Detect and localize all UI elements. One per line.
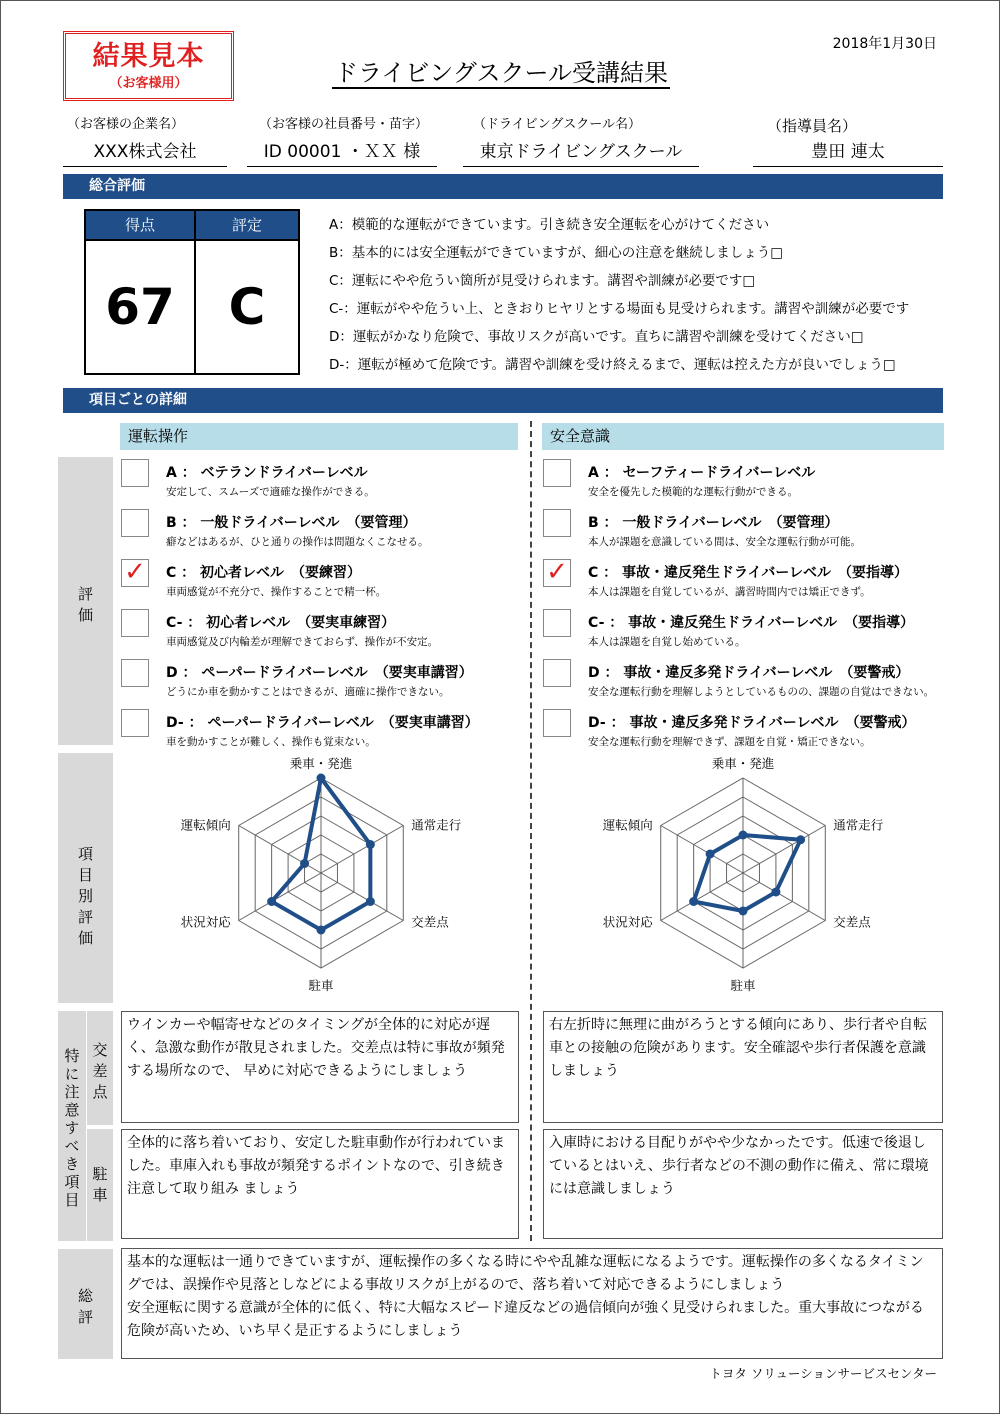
legend-c-minus: C-：運転がやや危うい上、ときおりヒヤリとする場面も見受けられます。講習や訓練が必要です [329, 301, 910, 317]
level-checkbox[interactable] [121, 609, 149, 637]
level-description: どうにか車を動かすことはできるが、適確に操作できない。 [166, 686, 450, 698]
level-description: 癖などはあるが、ひと通りの操作は問題なくこなせる。 [166, 536, 429, 548]
level-title: A ： ベテランドライバーレベル [166, 465, 368, 481]
radar-point [300, 859, 309, 868]
side-parking-text: 駐車 [90, 1166, 109, 1208]
grade-header: 評定 [196, 211, 298, 239]
report-date: 2018年1月30日 [832, 36, 937, 52]
level-description: 本人は課題を自覚しているが、講習時間内では矯正できず。 [588, 586, 871, 598]
footer-org: トヨタ ソリューションサービスセンター [709, 1366, 937, 1381]
level-title: A ： セーフティードライバーレベル [588, 465, 816, 481]
score-divider [194, 211, 196, 375]
radar-point [366, 840, 375, 849]
column-divider [530, 421, 532, 1241]
side-summary-text: 総評 [76, 1288, 94, 1330]
radar-axis-label: 交差点 [411, 914, 449, 930]
legend-d-minus: D-：運転が極めて危険です。講習や訓練を受け終えるまで、運転は控えた方が良いでしょう□ [329, 357, 896, 373]
level-checkbox[interactable] [121, 509, 149, 537]
employee-label: （お客様の社員番号・苗字） [259, 117, 429, 132]
level-description: 車両感覚が不充分で、操作することで精一杯。 [166, 586, 387, 598]
radar-axis-label: 運転傾向 [180, 817, 231, 833]
side-intersection-text: 交差点 [90, 1041, 109, 1105]
comment-safety-parking: 入庫時における目配りがやや少なかったです。低速で後退しているとはいえ、歩行者などの不測の動作に備え、常に環境には意識しましょう [543, 1129, 943, 1239]
level-title: D ： 事故・違反多発ドライバーレベル （要警戒） [588, 665, 910, 681]
instructor-value: 豊田 連太 [753, 139, 943, 167]
radar-point [796, 835, 805, 844]
legend-c: C：運転にやや危うい箇所が見受けられます。講習や訓練が必要です□ [329, 273, 756, 289]
radar-axis-label: 通常走行 [411, 817, 462, 833]
radar-chart-operation [120, 753, 520, 1003]
level-checkbox[interactable] [543, 459, 571, 487]
legend-d: D：運転がかなり危険で、事故リスクが高いです。直ちに講習や訓練を受けてください□ [329, 329, 864, 345]
radar-chart-safety [542, 753, 942, 1003]
level-checkbox[interactable] [543, 609, 571, 637]
radar-axis [743, 826, 825, 874]
score-value: 67 [105, 278, 175, 336]
col-header-operation: 運転操作 [120, 423, 518, 450]
radar-point [706, 850, 715, 859]
details-section-bar: 項目ごとの詳細 [63, 388, 943, 413]
level-checkbox[interactable] [543, 709, 571, 737]
comment-safety-intersection: 右左折時に無理に曲がろうとする傾向にあり、歩行者や自転車との接触の危険があります。安全確認や歩行者保護を意識しましょう [543, 1011, 943, 1123]
radar-axis-label: 駐車 [730, 978, 756, 993]
level-title: D ： ペーパードライバーレベル （要実車講習） [166, 665, 473, 681]
company-label: （お客様の企業名） [67, 117, 185, 132]
radar-point [689, 897, 698, 906]
level-title: C ： 初心者レベル （要練習） [166, 565, 362, 581]
level-title: D- ： 事故・違反多発ドライバーレベル （要警戒） [588, 715, 916, 731]
radar-point [739, 831, 748, 840]
radar-point [317, 774, 326, 783]
radar-axis-label: 通常走行 [833, 817, 884, 833]
side-attention-text: 特に注意すべき項目 [62, 1048, 81, 1210]
side-parking [87, 1129, 113, 1241]
school-label: （ドライビングスクール名） [473, 117, 641, 132]
employee-value: ID 00001 ・ＸＸ 様 [247, 139, 437, 167]
level-description: 本人は課題を自覚し始めている。 [588, 636, 746, 648]
level-title: B ： 一般ドライバーレベル （要管理） [166, 515, 417, 531]
level-checkbox[interactable] [543, 559, 571, 587]
radar-axis-label: 状況対応 [180, 914, 231, 930]
legend-b: B：基本的には安全運転ができていますが、細心の注意を継続しましょう□ [329, 245, 784, 261]
level-checkbox[interactable] [121, 459, 149, 487]
level-checkbox[interactable] [543, 659, 571, 687]
level-description: 安全な運転行動を理解できず、課題を自覚・矯正できない。 [588, 736, 871, 748]
level-description: 本人が課題を意識している間は、安全な運転行動が可能。 [588, 536, 861, 548]
score-header: 得点 [86, 211, 194, 239]
side-eval [58, 457, 113, 745]
level-title: C- ： 事故・違反発生ドライバーレベル （要指導） [588, 615, 915, 631]
grade-value: C [228, 278, 266, 336]
level-checkbox[interactable] [121, 659, 149, 687]
radar-point [366, 897, 375, 906]
side-intersection [87, 1011, 113, 1125]
radar-axis-label: 運転傾向 [602, 817, 653, 833]
side-item-eval-text: 項目別評価 [76, 845, 94, 951]
score-box [84, 209, 300, 375]
col-header-safety: 安全意識 [542, 423, 944, 450]
level-checkbox[interactable] [121, 709, 149, 737]
level-checkbox[interactable] [121, 559, 149, 587]
side-summary [58, 1249, 113, 1359]
stamp-main: 結果見本 [92, 41, 205, 72]
score-header-line [86, 239, 298, 241]
radar-axis [661, 826, 743, 874]
level-description: 安全を優先した模範的な運転行動ができる。 [588, 486, 798, 498]
level-title: C ： 事故・違反発生ドライバーレベル （要指導） [588, 565, 909, 581]
radar-axis-label: 交差点 [833, 914, 871, 930]
radar-axis-label: 駐車 [308, 978, 334, 993]
radar-axis [239, 873, 321, 921]
radar-axis-label: 乗車・発進 [711, 756, 775, 771]
level-description: 安全な運転行動を理解しようとしているものの、課題の自覚はできない。 [588, 686, 935, 698]
radar-axis-label: 乗車・発進 [289, 756, 353, 771]
company-value: XXX株式会社 [63, 139, 227, 167]
radar-point [771, 888, 780, 897]
radar-axis-label: 状況対応 [602, 914, 653, 930]
level-checkbox[interactable] [543, 509, 571, 537]
radar-point [267, 897, 276, 906]
radar-point [317, 926, 326, 935]
page-title-text: ドライビングスクール受講結果 [333, 59, 669, 87]
level-title: D- ： ペーパードライバーレベル （要実車講習） [166, 715, 479, 731]
instructor-label: （指導員名） [767, 117, 858, 135]
page-title [1, 53, 1000, 88]
level-title: C- ： 初心者レベル （要実車練習） [166, 615, 396, 631]
side-attention [58, 1011, 86, 1241]
stamp-sub: （お客様用） [109, 76, 188, 91]
comment-operation-parking: 全体的に落ち着いており、安定した駐車動作が行われていました。車庫入れも事故が頻発するポイントなので、引き続き注意して取り組み ましょう [121, 1129, 519, 1239]
comment-operation-intersection: ウインカーや幅寄せなどのタイミングが全体的に対応が遅く、急激な動作が散見されました。交差点は特に事故が頻発する場所なので、 早めに対応できるようにしましょう [121, 1011, 519, 1123]
check-mark-icon: ✓ [124, 557, 146, 587]
legend-a: A：模範的な運転ができています。引き続き安全運転を心がけてください [329, 217, 770, 233]
side-eval-text: 評価 [76, 586, 94, 628]
level-description: 車両感覚及び内輪差が理解できておらず、操作が不安定。 [166, 636, 439, 648]
check-mark-icon: ✓ [546, 557, 568, 587]
side-item-eval [58, 753, 113, 1003]
school-value: 東京ドライビングスクール [463, 139, 699, 167]
radar-point [739, 907, 748, 916]
level-description: 安定して、スムーズで適確な操作ができる。 [166, 486, 375, 498]
overall-section-bar: 総合評価 [63, 174, 943, 199]
radar-axis [743, 873, 825, 921]
level-description: 車を動かすことが難しく、操作も覚束ない。 [166, 736, 376, 748]
level-title: B ： 一般ドライバーレベル （要管理） [588, 515, 839, 531]
radar-axis [321, 873, 403, 921]
summary-comment: 基本的な運転は一通りできていますが、運転操作の多くなる時にやや乱雑な運転になるようです。運転操作の多くなるタイミングでは、誤操作や見落としなどによる事故リスクが上がるので、落ち着いて対応できるようにしましょう 安全運転に関する意識が全体的に低く、特に大幅なスピード違反などの過信傾向が強く見受けられました。重大事故につながる危険が高いため、いち早く是正するようにしましょう [121, 1248, 943, 1359]
